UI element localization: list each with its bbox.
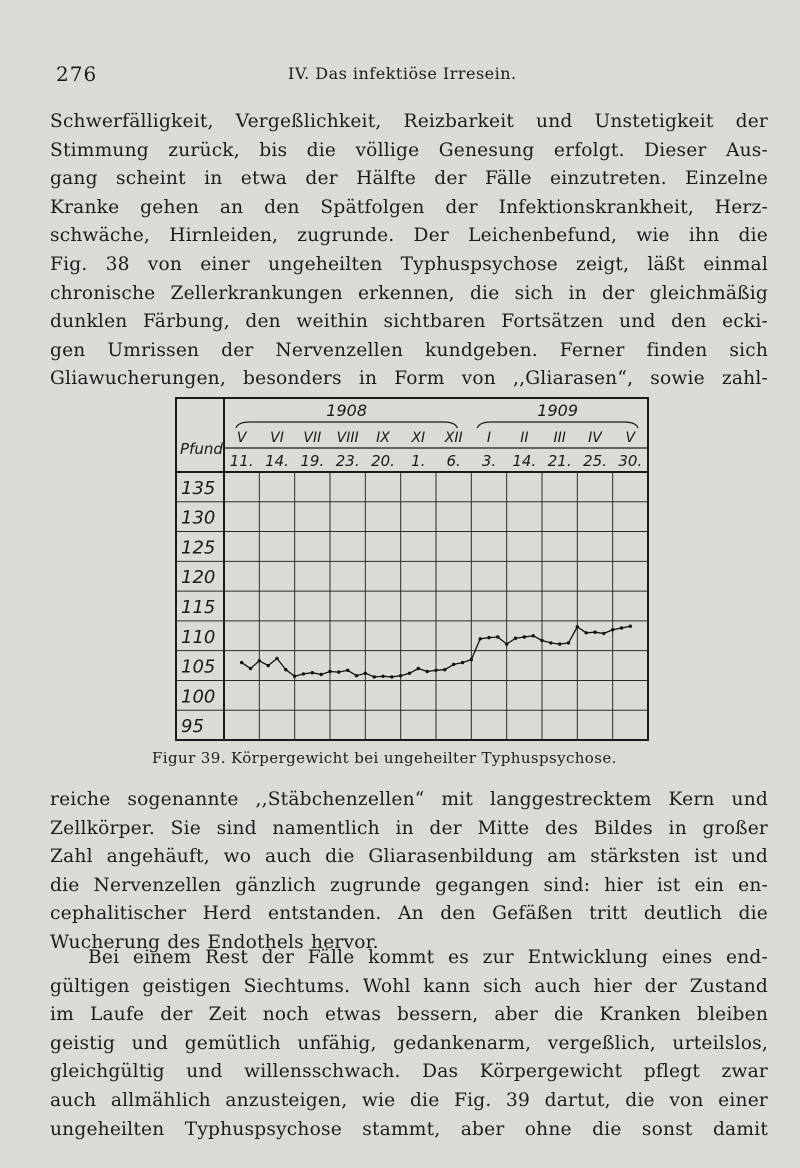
weight-data-point [249,667,252,670]
text-line: Zahl angehäuft, wo auch die Gliarasenbildung am stärksten ist und [50,846,768,868]
text-line: gleichgültig und willensschwach. Das Körpergewicht pflegt zwar [50,1061,768,1083]
month-label: VII [303,430,322,446]
weight-chart-svg [174,396,654,742]
text-line: gang scheint in etwa der Hälfte der Fälle einzutreten. Einzelne [50,168,768,190]
weight-data-point [443,668,446,671]
column-date-label: 19. [300,452,325,470]
weight-data-point [390,675,393,678]
weight-data-point [364,672,367,675]
column-date-label: 30. [618,452,643,470]
weight-data-point [258,659,261,662]
year-brace [477,422,638,428]
y-tick-label: 135 [181,477,216,499]
y-tick-label: 120 [181,567,216,589]
weight-data-point [470,658,473,661]
text-line: im Laufe der Zeit noch etwas bessern, aber die Kranken bleiben [50,1004,768,1026]
weight-data-point [461,661,464,664]
month-label: IV [588,430,602,446]
weight-data-point [487,636,490,639]
month-label: VI [270,430,284,446]
month-label: IX [376,430,390,446]
y-tick-label: 125 [181,537,216,559]
weight-data-point [346,669,349,672]
text-line: Wucherung des Endothels hervor. [50,931,379,953]
weight-data-point [549,641,552,644]
text-line: Bei einem Rest der Fälle kommt es zur Entwicklung eines end- [88,947,768,968]
weight-data-point [240,661,243,664]
month-label: XII [444,430,463,446]
weight-data-point [514,637,517,640]
text-line: die Nervenzellen gänzlich zugrunde gegangen sind: hier ist ein en- [50,874,768,896]
weight-data-point [532,634,535,637]
running-head: IV. Das infektiöse Irresein. [288,64,517,83]
weight-data-point [355,674,358,677]
weight-data-point [540,639,543,642]
text-line: Schwerfälligkeit, Vergeßlichkeit, Reizbarkeit und Unstetigkeit der [50,111,768,132]
weight-data-point [381,675,384,678]
weight-data-point [408,672,411,675]
weight-data-point [505,642,508,645]
text-line: geistig und gemütlich unfähig, gedankenarm, vergeßlich, urteilslos, [50,1032,768,1054]
text-line: dunklen Färbung, den weithin sichtbaren Fortsätzen und den ecki- [50,311,768,333]
weight-data-point [558,642,561,645]
weight-data-point [399,674,402,677]
weight-data-point [523,635,526,638]
month-label: V [236,430,247,446]
weight-data-point [293,675,296,678]
weight-data-point [585,631,588,634]
text-line: auch allmählich anzusteigen, wie die Fig. 39 dartut, die von einer [50,1089,768,1111]
weight-data-point [629,625,632,628]
text-line: schwäche, Hirnleiden, zugrunde. Der Leichenbefund, wie ihn die [50,225,768,247]
month-label: VIII [336,430,359,446]
column-date-label: 23. [335,452,360,470]
column-date-label: 11. [229,452,254,470]
paragraph-2 [50,786,768,958]
weight-data-point [275,657,278,660]
month-label: III [553,430,566,446]
y-tick-label: 115 [181,597,216,618]
weight-data-point [452,663,455,666]
text-line: Kranke gehen an den Spätfolgen der Infektionskrankheit, Herz- [50,196,768,218]
weight-data-point [434,669,437,672]
paragraph-1 [50,108,768,394]
y-tick-label: 100 [181,686,216,708]
text-line: chronische Zellerkrankungen erkennen, die sich in der gleichmäßig [50,282,768,304]
text-line: ungeheilten Typhuspsychose stammt, aber ohne die sonst damit [50,1118,768,1140]
column-date-label: 3. [481,452,497,470]
weight-data-point [611,628,614,631]
weight-data-point [337,670,340,673]
weight-data-point [576,625,579,628]
year-label: 1909 [537,401,579,420]
column-date-label: 25. [583,452,607,470]
page-header [56,62,746,90]
column-date-label: 1. [411,452,426,470]
weight-data-point [620,626,623,629]
text-line: gen Umrissen der Nervenzellen kundgeben. Ferner finden sich [50,339,768,361]
month-label: I [486,430,492,446]
weight-chart [174,396,654,746]
column-date-label: 14. [512,452,537,470]
page-number: 276 [56,62,98,86]
year-label: 1908 [326,401,368,420]
weight-data-point [373,675,376,678]
month-label: II [520,430,529,446]
y-tick-label: 130 [181,507,216,529]
month-label: V [625,430,636,446]
paragraph-3 [50,944,768,1144]
weight-data-point [328,670,331,673]
y-tick-label: 105 [181,656,216,678]
y-axis-label: Pfund [180,440,223,458]
year-brace [236,422,457,428]
weight-data-point [320,673,323,676]
weight-data-point [426,670,429,673]
column-date-label: 14. [265,452,289,470]
text-line: gültigen geistigen Siechtums. Wohl kann sich auch hier der Zustand [50,975,768,997]
weight-data-point [479,637,482,640]
weight-data-point [567,641,570,644]
weight-data-point [302,672,305,675]
column-date-label: 21. [547,452,572,470]
text-line: Fig. 38 von einer ungeheilten Typhuspsychose zeigt, läßt einmal [50,253,768,275]
text-line: Stimmung zurück, bis die völlige Genesung erfolgt. Dieser Aus- [50,139,768,161]
weight-data-point [284,668,287,671]
weight-data-point [417,667,420,670]
text-line: reiche sogenannte ,,Stäbchenzellen“ mit langgestrecktem Kern und [50,789,768,810]
weight-data-point [267,664,270,667]
text-line: Zellkörper. Sie sind namentlich in der Mitte des Bildes in großer [50,817,768,839]
weight-data-point [496,635,499,638]
column-date-label: 6. [446,452,461,470]
weight-data-point [593,631,596,634]
text-line: Gliawucherungen, besonders in Form von ,,Gliarasen“, sowie zahl- [50,368,768,390]
y-tick-label: 110 [181,626,216,648]
month-label: XI [411,430,426,446]
weight-data-point [602,632,605,635]
figure-caption: Figur 39. Körpergewicht bei ungeheilter Typhuspsychose. [152,749,617,767]
y-tick-label: 95 [181,716,204,738]
text-line: cephalitischer Herd entstanden. An den Gefäßen tritt deutlich die [50,903,768,925]
column-date-label: 20. [371,452,395,470]
weight-data-point [311,671,314,674]
